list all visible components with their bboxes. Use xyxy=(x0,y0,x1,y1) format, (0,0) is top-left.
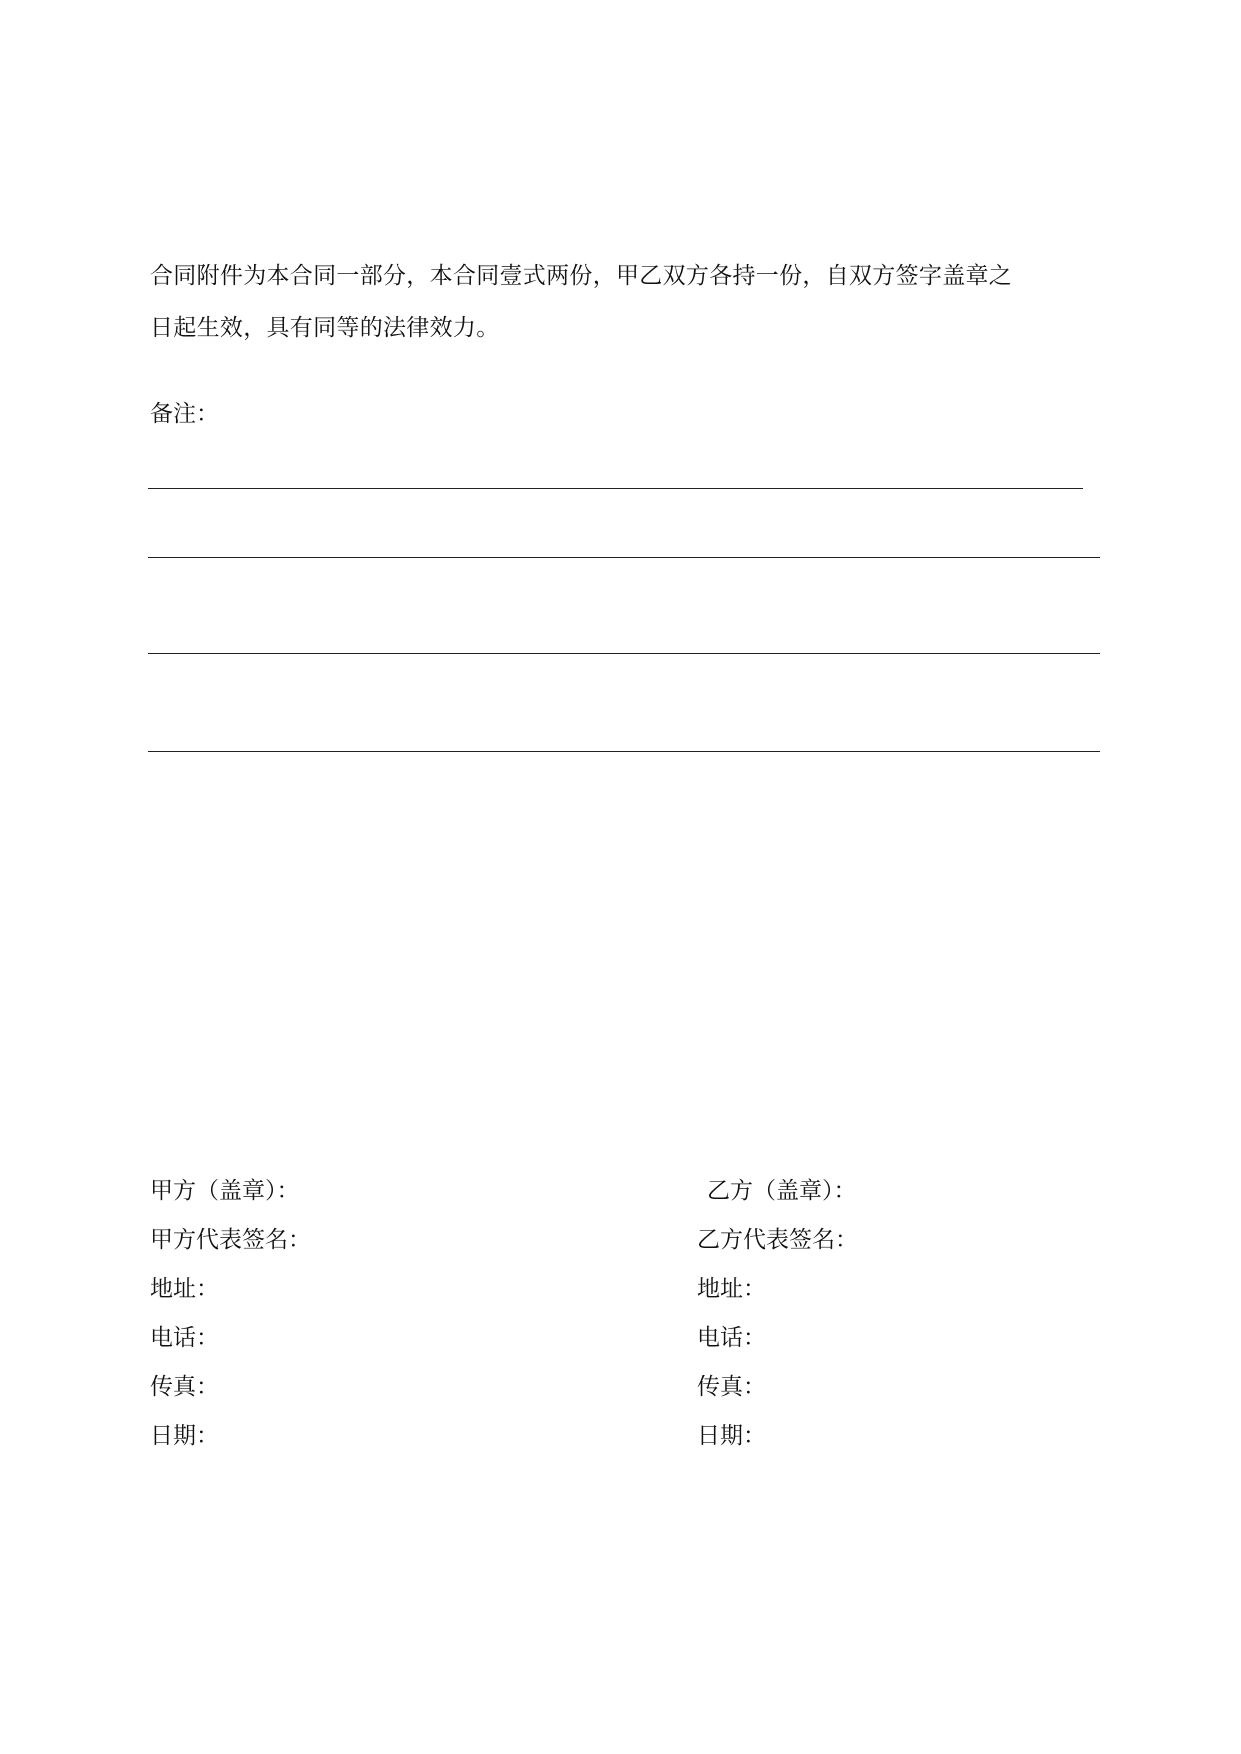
remarks-blank-line-4 xyxy=(148,751,1100,752)
clause-line-1: 合同附件为本合同一部分，本合同壹式两份，甲乙双方各持一份，自双方签字盖章之 xyxy=(150,263,1013,289)
party-b-seal-label: 乙方（盖章）： xyxy=(707,1178,857,1204)
party-b-representative-label: 乙方代表签名： xyxy=(697,1227,858,1253)
party-b-date-label: 日期： xyxy=(697,1423,766,1449)
remarks-label: 备注： xyxy=(150,401,219,427)
clause-line-2: 日起生效，具有同等的法律效力。 xyxy=(150,315,500,341)
party-b-signature-block xyxy=(697,1175,858,1469)
party-b-address-label: 地址： xyxy=(697,1276,766,1302)
remarks-blank-line-1 xyxy=(148,488,1083,489)
party-a-seal-label: 甲方（盖章）： xyxy=(150,1178,300,1204)
remarks-blank-line-2 xyxy=(148,557,1100,558)
effectiveness-clause xyxy=(150,250,1090,354)
party-b-phone-label: 电话： xyxy=(697,1325,766,1351)
party-a-fax-label: 传真： xyxy=(150,1374,219,1400)
party-a-phone-label: 电话： xyxy=(150,1325,219,1351)
party-a-address-label: 地址： xyxy=(150,1276,219,1302)
party-a-representative-label: 甲方代表签名： xyxy=(150,1227,311,1253)
party-a-signature-block xyxy=(150,1175,311,1469)
remarks-blank-line-3 xyxy=(148,653,1100,654)
party-a-date-label: 日期： xyxy=(150,1423,219,1449)
party-b-fax-label: 传真： xyxy=(697,1374,766,1400)
